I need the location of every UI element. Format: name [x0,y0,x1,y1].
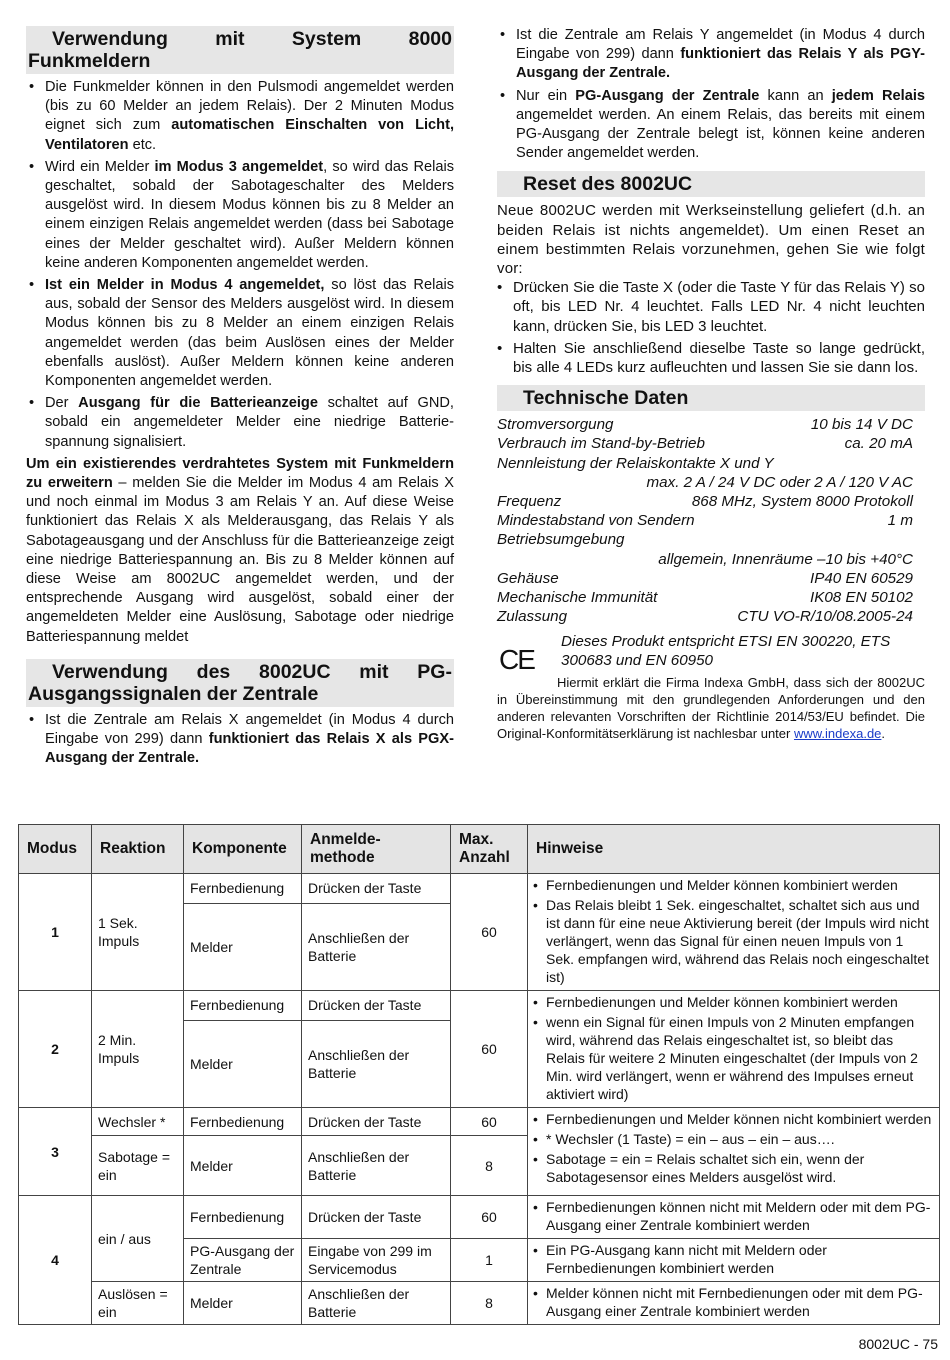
list-item: • Der Ausgang für die Batterieanzeige schaltet auf GND, sobald ein angemeldeter Melder eine niedrige Batterie-spannung signalisiert. [26,394,454,452]
col-header: Anmelde-methode [302,825,451,874]
list-item: • Ist ein Melder in Modus 4 angemeldet, so löst das Relais aus, sobald der Sensor des Melders ausgelöst wird. In diesem Modus können bis zu 8 Melder an einem einzigen Relais angemeldet werden (das beim Auslösen eines der Melder ebenfalls auslöst). Außer Meldern können keine anderen Komponenten angemeldet werden. [26,276,454,391]
table-row: Melder Anschließen der Batterie [19,1020,940,1107]
list-item: • Nur ein PG-Ausgang der Zentrale kann an jedem Relais angemeldet werden. An einem Relais, das bereits mit einem PG-Ausgang der Zentrale belegt ist, können keine anderen Sender angemeldet werden. [497,87,925,164]
list-item: • Ist die Zentrale am Relais X angemeldet (in Modus 4 durch Eingabe von 299) dann funktioniert das Relais X als PGX-Ausgang der Zentrale. [26,711,454,769]
tech-row: Gehäuse IP40 EN 60529 [497,569,913,587]
heading-word: 8000 [408,28,452,50]
reset-paragraph: Neue 8002UC werden mit Werkseinstellung geliefert (d.h. an beiden Relais ist nichts angemeldet). Um einen Reset an einem bestimmten Relais vorzunehmen, gehen Sie wie folgt vor: [497,202,925,278]
heading-word: Verwendung [52,28,168,50]
list-item: • Halten Sie anschließend dieselbe Taste so lange gedrückt, bis alle 4 LEDs kurz aufleuchten und lassen Sie sie dann los. [497,339,925,377]
list-item: • Wird ein Melder im Modus 3 angemeldet, so wird das Relais geschaltet, sobald der Sabotageschalter des Melders ausgelöst wird. In diesem Modus können bis zu 8 Melder an einem einzigen Relais angemeldet werden (dass bei Sabotage eines der Melder geschaltet wird). Außer Meldern können keine anderen Komponenten angemeldet werden. [26,158,454,273]
right-column [497,26,925,742]
heading-word: mit [215,28,245,50]
wired-system-paragraph: Um ein existierendes verdrahtetes System mit Funkmeldern zu erweitern – melden Sie die Melder im Modus 4 am Relais X und noch einmal im Modus 3 am Relais Y an. Auf diese Weise funktioniert das Relais X als Melderausgang, das Relais Y als Sabotageausgang und der Anschluss für die Batterieanzeige zeigt eine niedrige Batteriespannung an. Bis zu 8 Melder können auf diese Weise am 8002UC angemeldet werden, und der entsprechende Ausgang wird ausgelöst, sobald einer der angemeldeten Melder eine Auslösung, Sabotage oder niedrige Batteriespannung meldet [26,455,455,645]
col-header: Max. Anzahl [451,825,528,874]
table-row: 1 1 Sek. Impuls Fernbedienung Drücken der Taste 60 • Fernbedienungen und Melder können kombiniert werden • Das Relais bleibt 1 Sek. eingeschaltet, schaltet sich aus und ist dann für eine neue Aktivierung bereit (der Impuls wird nicht verlängert, wenn das Signal für einen neuen Impuls von 1 Sek. empfangen wird, während das Relais noch eingeschaltet ist) [19,874,940,904]
ce-block [497,632,925,676]
list-item: • Fernbedienungen können nicht mit Meldern oder mit dem PG-Ausgang einer Zentrale kombiniert werden [532,1198,933,1234]
tech-row: Stromversorgung 10 bis 14 V DC [497,416,913,434]
ce-conformity-text: Dieses Produkt entspricht ETSI EN 300220, ETS 300683 und EN 60950 [561,633,891,670]
table-row: 2 2 Min. Impuls Fernbedienung Drücken der Taste 60 • Fernbedienungen und Melder können kombiniert werden • wenn ein Signal für einen Impuls von 2 Minuten empfangen wird, während das Relais eingeschaltet ist, so bleibt das Relais für weitere 2 Minuten eingeschaltet (der Impuls von 2 Min. wird verlängert, wenn er während des Impulses erneut aktiviert wird) [19,991,940,1021]
table-row: Auslösen = ein Melder Anschließen der Batterie 8 • Melder können nicht mit Fernbedienungen oder mit dem PG-Ausgang einer Zentrale kombiniert werden [19,1282,940,1325]
ce-logo: CE [499,644,534,676]
list-item: • Drücken Sie die Taste X (oder die Taste Y für das Relais Y) so oft, bis LED Nr. 4 leuchtet. Falls LED Nr. 4 nicht leuchten kann, drücken Sie, bis LED 3 leuchtet. [497,278,925,336]
col-header: Modus [19,825,92,874]
list-item: • Ist die Zentrale am Relais Y angemeldet (in Modus 4 durch Eingabe von 299) dann funktioniert das Relais Y als PGY-Ausgang der Zentrale. [497,26,925,84]
heading-line2: Funkmeldern [28,50,151,72]
col-header: Reaktion [92,825,184,874]
indexa-link[interactable]: www.indexa.de [793,726,882,742]
table-row: 4 ein / aus Fernbedienung Drücken der Taste 60 • Fernbedienungen können nicht mit Meldern oder mit dem PG-Ausgang einer Zentrale kombiniert werden [19,1196,940,1239]
table-row: PG-Ausgang der Zentrale Eingabe von 299 im Servicemodus 1 • Ein PG-Ausgang kann nicht mit Meldern oder Fernbedienungen kombiniert werden [19,1239,940,1282]
section-heading-pg-output: Verwendung des 8002UC mit PG- Ausgangssignalen der Zentrale [26,659,454,707]
page-footer: 8002UC - 75 [858,1336,938,1352]
heading-word: System [291,28,362,50]
tech-row: Mechanische Immunität IK08 EN 50102 [497,589,913,607]
pg-output-bullets [26,711,454,769]
list-item: • * Wechsler (1 Taste) = ein – aus – ein – aus…. [532,1130,933,1148]
section-heading-system-8000 [26,26,454,74]
declaration-text: Hiermit erklärt die Firma Indexa GmbH, dass sich der 8002UC in Übereinstimmung mit den grundlegenden Anforderungen und den anderen relevanten Vorschriften der Richtlinie 2014/53/EU befindet. Die Original-Konformitätserklärung ist nachlesbar unter www.indexa.de. [497,675,925,742]
reset-steps [497,278,925,377]
col-header: Hinweise [528,825,940,874]
list-item: • Ein PG-Ausgang kann nicht mit Meldern oder Fernbedienungen kombiniert werden [532,1241,933,1277]
table-row: Melder Anschließen der Batterie [19,903,940,990]
list-item: • Fernbedienungen und Melder können nicht kombiniert werden [532,1110,933,1128]
list-item: • Sabotage = ein = Relais schaltet sich ein, wenn der Sabotagesensor eines Melders ausgelöst wird. [532,1150,933,1186]
list-item: • Die Funkmelder können in den Pulsmodi angemeldet werden (bis zu 60 Melder an jedem Relais). Der 2 Minuten Modus eignet sich zum automatischen Einschalten von Licht, Ventilatoren etc. [26,78,454,155]
left-column [26,26,454,772]
list-item: • Fernbedienungen und Melder können kombiniert werden [532,993,933,1011]
tech-row: Mindestabstand von Sendern 1 m [497,512,913,530]
modes-table [18,824,940,1325]
pg-output-bullets-cont [497,26,925,163]
heading-line2: Ausgangssignalen der Zentrale [28,682,319,705]
section-heading-reset: Reset des 8002UC [497,171,925,197]
tech-data-list [497,415,925,626]
table-row: 3 Wechsler * Fernbedienung Drücken der Taste 60 • Fernbedienungen und Melder können nicht kombiniert werden • * Wechsler (1 Taste) = ein – aus – ein – aus…. • Sabotage = ein = Relais schaltet sich ein, wenn der Sabotagesensor eines Melders ausgelöst wird. [19,1108,940,1136]
list-item: • Das Relais bleibt 1 Sek. eingeschaltet, schaltet sich aus und ist dann für eine neue Aktivierung bereit (der Impuls wird nicht verlängert, wenn das Signal für einen neuen Impuls von 1 Sek. empfangen wird, während das Relais noch eingeschaltet ist) [532,896,933,986]
tech-row: Nennleistung der Relaiskontakte X und Y [497,454,774,472]
tech-row: Betriebsumgebung [497,531,625,549]
tech-row: Verbrauch im Stand-by-Betrieb ca. 20 mA [497,435,913,453]
col-header: Komponente [184,825,302,874]
tech-row: max. 2 A / 24 V DC oder 2 A / 120 V AC [646,473,913,491]
system-8000-bullets [26,78,454,452]
list-item: • wenn ein Signal für einen Impuls von 2 Minuten empfangen wird, während das Relais eingeschaltet ist, so bleibt das Relais für weitere 2 Minuten eingeschaltet (der Impuls von 2 Min. wird verlängert, wenn er während des Impulses erneut aktiviert wird) [532,1013,933,1103]
tech-row: allgemein, Innenräume –10 bis +40°C [658,550,913,568]
tech-row: Frequenz 868 MHz, System 8000 Protokoll [497,493,913,511]
table-header-row [19,825,940,874]
list-item: • Melder können nicht mit Fernbedienungen oder mit dem PG-Ausgang einer Zentrale kombiniert werden [532,1284,933,1320]
table-row: Sabotage = ein Melder Anschließen der Batterie 8 [19,1136,940,1196]
tech-row: Zulassung CTU VO-R/10/08.2005-24 [497,608,913,626]
list-item: • Fernbedienungen und Melder können kombiniert werden [532,876,933,894]
section-heading-tech: Technische Daten [497,385,925,411]
